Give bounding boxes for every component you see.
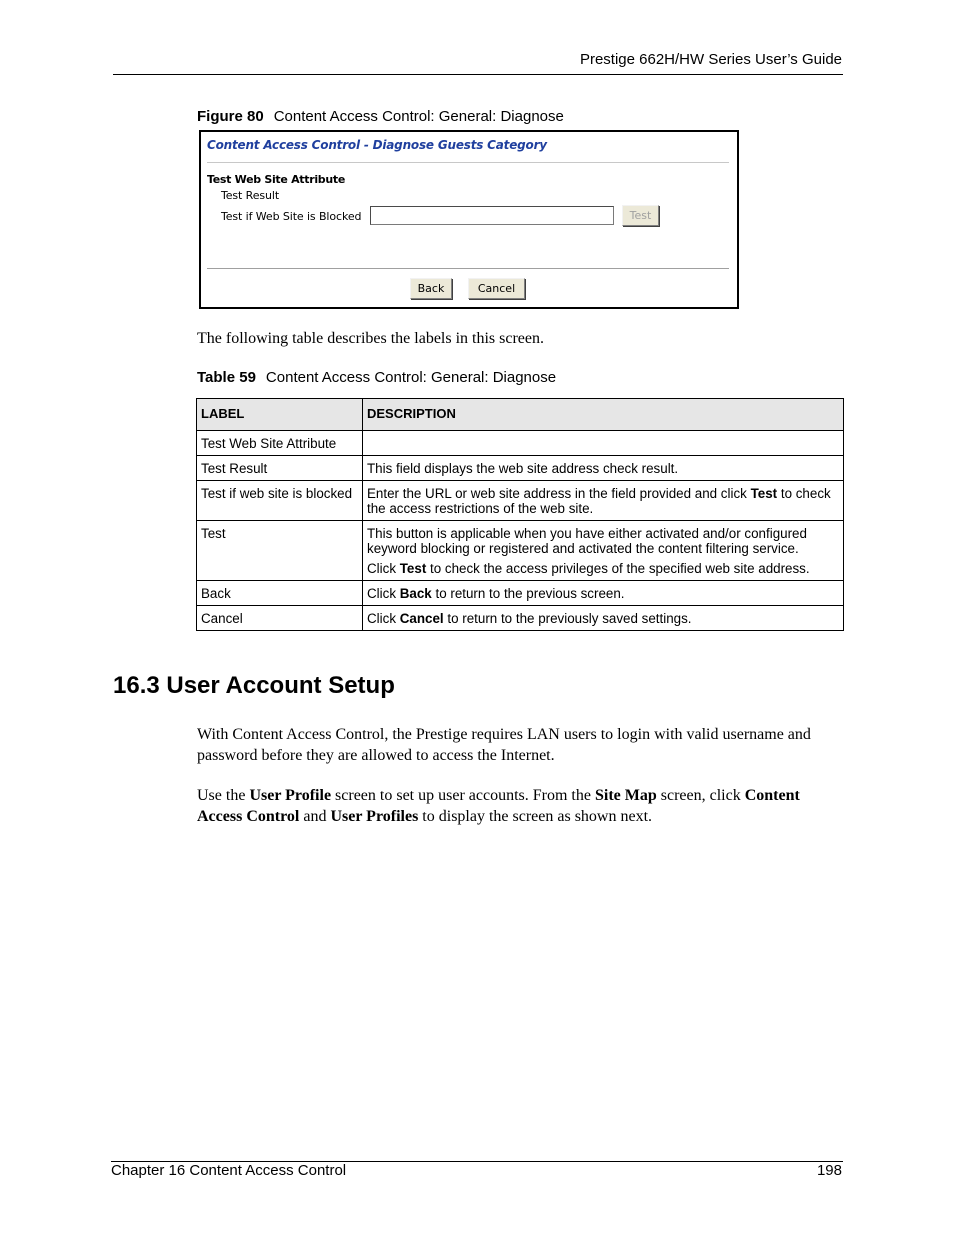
table-caption — [197, 369, 556, 386]
row-label: Back — [197, 581, 363, 606]
row-label: Test Web Site Attribute — [197, 431, 363, 456]
table-number: Table 59 — [197, 369, 256, 386]
figure-number: Figure 80 — [197, 108, 264, 125]
test-button[interactable]: Test — [622, 205, 659, 226]
row-label: Cancel — [197, 606, 363, 631]
row-description — [363, 481, 844, 521]
table-row — [197, 581, 844, 606]
table-row — [197, 481, 844, 521]
diagnose-screen-panel — [199, 130, 739, 309]
figure-caption — [197, 108, 564, 125]
row-label: Test if web site is blocked — [197, 481, 363, 521]
label-description-table — [196, 398, 844, 631]
screen-title: Content Access Control - Diagnose Guests Category — [207, 138, 547, 152]
section-paragraph: With Content Access Control, the Prestige requires LAN users to login with valid username and password before they are allowed to access the Internet. — [197, 726, 811, 764]
test-web-site-attribute-heading: Test Web Site Attribute — [207, 173, 346, 186]
section-paragraph: Use the User Profile screen to set up user accounts. From the Site Map screen, click Content Access Control and User Profiles to display the screen as shown next. — [197, 787, 800, 825]
table-row — [197, 606, 844, 631]
test-result-label: Test Result — [221, 189, 280, 202]
description-text: Click Test to check the access privileges of the specified web site address. — [367, 561, 810, 576]
url-input[interactable] — [370, 206, 614, 225]
test-blocked-label: Test if Web Site is Blocked — [221, 210, 362, 223]
figure-caption-text: Content Access Control: General: Diagnose — [273, 108, 564, 125]
screen-footer-divider — [207, 268, 729, 269]
row-label: Test — [197, 521, 363, 581]
table-row — [197, 431, 844, 456]
table-row — [197, 521, 844, 581]
cancel-button[interactable]: Cancel — [468, 278, 525, 299]
description-text: This field displays the web site address check result. — [367, 461, 679, 476]
header-description: DESCRIPTION — [363, 399, 844, 431]
description-text: Enter the URL or web site address in the field provided and click Test to check the access restrictions of the web site. — [367, 486, 831, 516]
row-description — [363, 521, 844, 581]
header-label: LABEL — [197, 399, 363, 431]
running-header: Prestige 662H/HW Series User’s Guide — [579, 51, 842, 68]
header-rule — [113, 74, 843, 75]
page-number: 198 — [816, 1162, 842, 1179]
row-label: Test Result — [197, 456, 363, 481]
back-button[interactable]: Back — [410, 278, 452, 299]
description-text: This button is applicable when you have either activated and/or configured keyword blocking or registered and activated the content filtering service. — [367, 526, 807, 556]
table-header-row — [197, 399, 844, 431]
footer-chapter: Chapter 16 Content Access Control — [111, 1162, 347, 1179]
description-text: Click Back to return to the previous screen. — [367, 586, 625, 601]
table-caption-text: Content Access Control: General: Diagnose — [265, 369, 557, 386]
row-description — [363, 456, 844, 481]
screen-title-divider — [207, 162, 729, 163]
table-row — [197, 456, 844, 481]
section-heading: 16.3 User Account Setup — [113, 672, 395, 699]
row-description — [363, 431, 844, 456]
row-description — [363, 581, 844, 606]
description-text: Click Cancel to return to the previously saved settings. — [367, 611, 692, 626]
row-description — [363, 606, 844, 631]
intro-paragraph: The following table describes the labels in this screen. — [197, 330, 545, 347]
